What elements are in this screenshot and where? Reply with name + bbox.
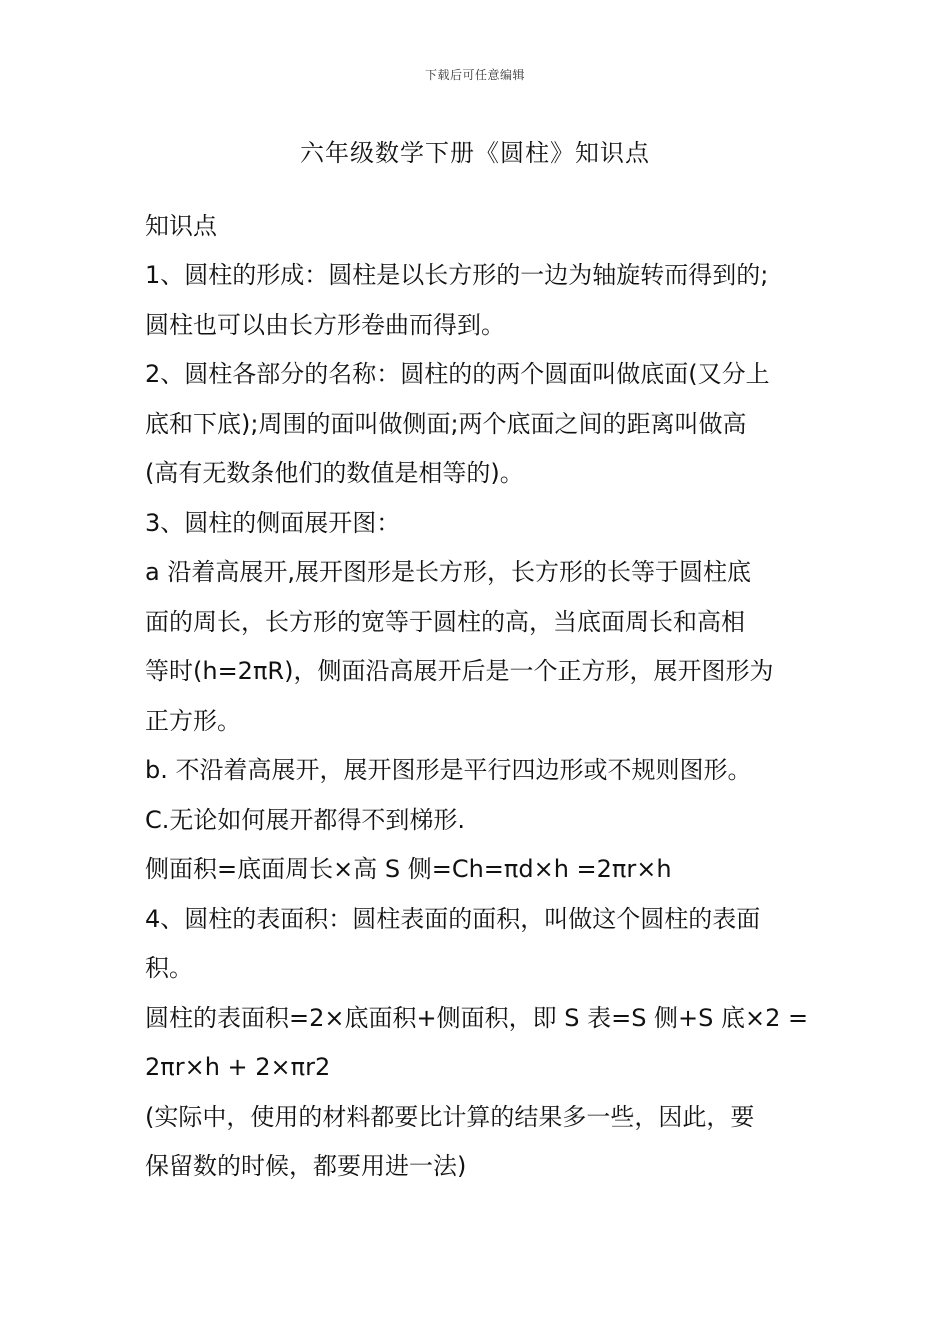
body-line: 2πr×h + 2×πr2 xyxy=(145,1053,331,1081)
body-line: b. 不沿着高展开，展开图形是平行四边形或不规则图形。 xyxy=(145,756,752,784)
body-line: 圆柱的表面积=2×底面积+侧面积，即 S 表=S 侧+S 底×2 = xyxy=(145,1003,809,1032)
body-line: 积。 xyxy=(145,954,193,982)
body-line: 保留数的时候，都要用进一法) xyxy=(145,1152,467,1180)
document-body xyxy=(145,251,815,1192)
section-heading: 知识点 xyxy=(145,212,217,240)
body-line: 4、圆柱的表面积：圆柱表面的面积，叫做这个圆柱的表面 xyxy=(145,904,761,933)
body-line: 等时(h=2πR)，侧面沿高展开后是一个正方形，展开图形为 xyxy=(145,657,774,685)
body-line: 正方形。 xyxy=(145,706,241,735)
body-line: (高有无数条他们的数值是相等的)。 xyxy=(145,459,524,487)
body-line: (实际中，使用的材料都要比计算的结果多一些，因此，要 xyxy=(145,1102,755,1131)
body-line: C.无论如何展开都得不到梯形. xyxy=(145,805,466,834)
body-line: a 沿着高展开,展开图形是长方形，长方形的长等于圆柱底 xyxy=(145,558,751,586)
header-note: 下载后可任意编辑 xyxy=(424,68,525,82)
body-line: 圆柱也可以由长方形卷曲而得到。 xyxy=(145,310,505,339)
body-line: 侧面积=底面周长×高 S 侧=Ch=πd×h =2πr×h xyxy=(145,855,672,883)
document-title: 六年级数学下册《圆柱》知识点 xyxy=(300,139,650,167)
body-line: 底和下底);周围的面叫做侧面;两个底面之间的距离叫做高 xyxy=(145,409,747,438)
body-line: 2、圆柱各部分的名称：圆柱的的两个圆面叫做底面(又分上 xyxy=(145,360,770,388)
body-line: 面的周长，长方形的宽等于圆柱的高，当底面周长和高相 xyxy=(145,607,745,636)
body-line: 3、圆柱的侧面展开图： xyxy=(145,508,401,537)
body-line: 1、圆柱的形成：圆柱是以长方形的一边为轴旋转而得到的; xyxy=(145,261,769,289)
